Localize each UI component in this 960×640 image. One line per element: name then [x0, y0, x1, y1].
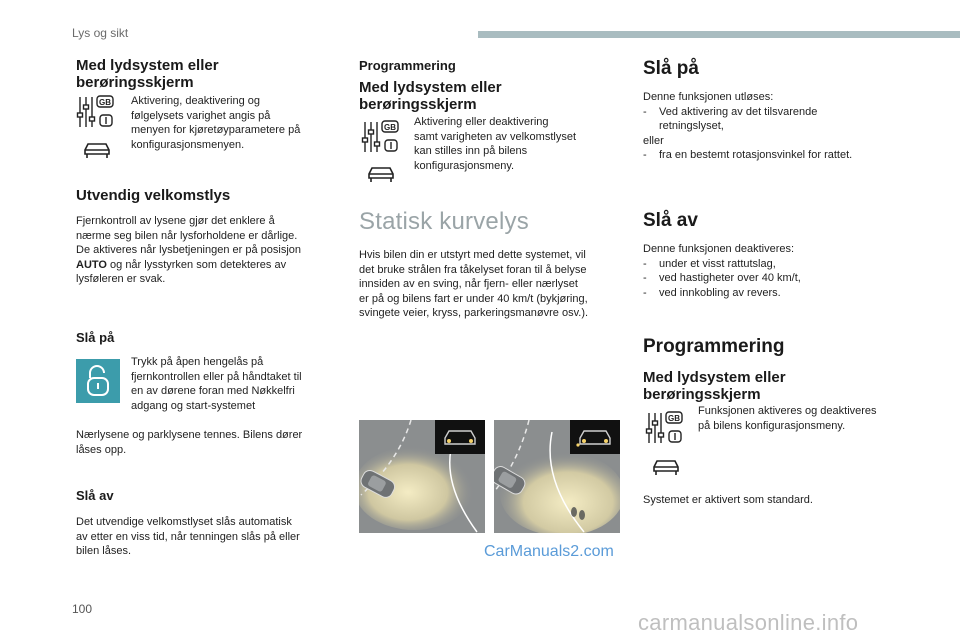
settings-gb-icon	[76, 95, 114, 129]
footer-site-logo: carmanualsonline.info	[638, 610, 859, 635]
col1-velkomstlys-text: Fjernkontroll av lysene gjør det enklere å nærme seg bilen når lysforholdene er dårlige. De aktiveres når lysbetjeningen er på posisjon AUTO og når lysstyrken som detekteres av lysføleren er svak.	[76, 215, 302, 285]
header-section-title: Lys og sikt	[72, 26, 129, 40]
settings-gb-icon	[645, 411, 683, 445]
statisk-kurvelys-title: Statisk kurvelys	[359, 208, 529, 235]
col3-sla-pa-text: Denne funksjonen utløses: - Ved aktivering av det tilsvarende retningslyset, eller - fra en bestemt rotasjonsvinkel for rattet.	[643, 91, 853, 161]
col3-sla-av-title: Slå av	[643, 210, 698, 231]
col1-intro-text: Aktivering, deaktivering og følgelysets varighet angis på menyen for kjøretøyparametere på konfigurasjonsmenyen.	[131, 95, 301, 151]
col2-section-title: Med lydsystem eller berøringsskjerm	[359, 79, 502, 113]
col3-sla-pa-title: Slå på	[643, 58, 699, 79]
header-accent-bar	[478, 31, 960, 38]
watermark-carmanuals2: CarManuals2.com	[484, 543, 614, 560]
col1-sla-pa-text: Trykk på åpen hengelås på fjernkontrollen eller på håndtaket til en av dørene foran med Nøkkelfri adgang og start-systemet	[131, 356, 302, 412]
gb-badge: GB	[668, 414, 680, 423]
col2-programmering-label: Programmering	[359, 58, 456, 73]
page-number: 100	[72, 602, 93, 616]
car-icon	[651, 457, 681, 477]
col3-standard-text: Systemet er aktivert som standard.	[643, 494, 813, 506]
car-icon	[82, 140, 112, 160]
settings-gb-icon	[361, 120, 399, 154]
unlock-icon	[76, 359, 120, 403]
col1-sla-av-text: Det utvendige velkomstlyset slås automatisk av etter en viss tid, når tenningen slås på eller bilen låses.	[76, 516, 300, 557]
gb-badge: GB	[99, 98, 111, 107]
statisk-kurvelys-text: Hvis bilen din er utstyrt med dette systemet, vil det bruke strålen fra tåkelyset foran til å belyse innsiden av en sving, når fjern- eller nærlyset er på og bilens fart er under 40 km/t (bykjøring, svingete veier, kryss, parkeringsmanøvre osv.).	[359, 249, 589, 319]
cornering-light-illustration-2	[494, 420, 620, 533]
col1-sla-pa-result: Nærlysene og parklysene tennes. Bilens dører låses opp.	[76, 429, 303, 456]
cornering-light-illustration-1	[359, 420, 485, 533]
car-icon	[366, 164, 396, 184]
col3-section-title: Med lydsystem eller berøringsskjerm	[643, 369, 786, 403]
col1-velkomstlys-title: Utvendig velkomstlys	[76, 187, 231, 204]
col3-sla-av-text: Denne funksjonen deaktiveres: - under et visst rattutslag, - ved hastigheter over 40 km/t, - ved innkobling av revers.	[643, 243, 801, 299]
col1-sla-pa-title: Slå på	[76, 330, 115, 345]
col3-programmering-title: Programmering	[643, 336, 785, 357]
gb-badge: GB	[384, 123, 396, 132]
col2-intro-text: Aktivering eller deaktivering samt varigheten av velkomstlyset kan stilles inn på bilens konfigurasjonsmeny.	[414, 116, 577, 172]
col3-programmering-text: Funksjonen aktiveres og deaktiveres på bilens konfigurasjonsmeny.	[698, 405, 877, 432]
col1-section-title: Med lydsystem eller berøringsskjerm	[76, 57, 219, 91]
col1-sla-av-title: Slå av	[76, 488, 114, 503]
